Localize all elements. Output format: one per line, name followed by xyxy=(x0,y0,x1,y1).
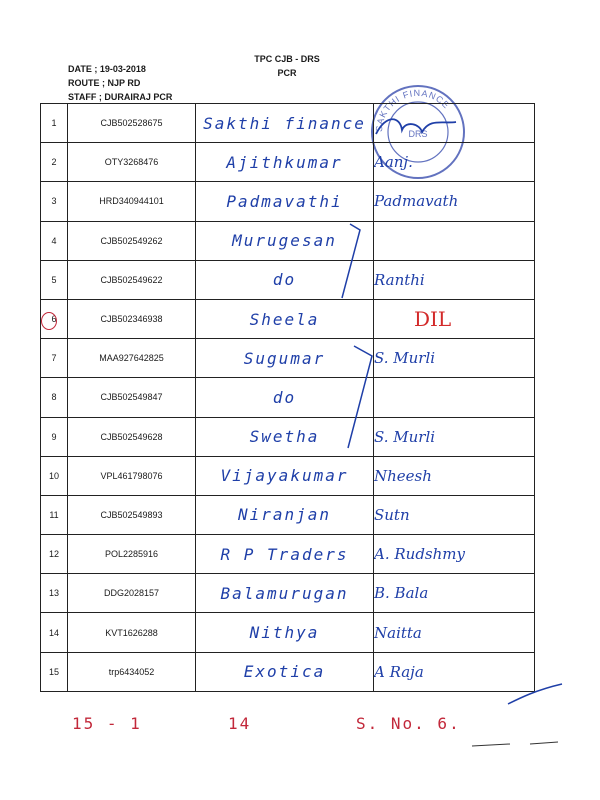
table-row xyxy=(41,299,535,338)
stray-ink-mark xyxy=(506,680,566,710)
table-row xyxy=(41,378,535,417)
footer-delivered: 14 xyxy=(228,714,252,733)
customer-name-cell: do xyxy=(196,260,374,299)
customer-name-cell: Niranjan xyxy=(196,495,374,534)
customer-name-cell: Sugumar xyxy=(196,339,374,378)
account-number-cell: CJB502549262 xyxy=(68,221,196,260)
staff-label: STAFF ; DURAIRAJ PCR xyxy=(68,92,173,102)
serial-number-cell: 11 xyxy=(41,495,68,534)
serial-number-cell: 15 xyxy=(41,652,68,691)
table-row xyxy=(41,613,535,652)
serial-number-cell: 13 xyxy=(41,574,68,613)
customer-name-cell: Sheela xyxy=(196,299,374,338)
customer-name-cell: do xyxy=(196,378,374,417)
account-number-cell: CJB502549628 xyxy=(68,417,196,456)
signature-cell: Padmavath xyxy=(374,182,535,221)
customer-name-cell: R P Traders xyxy=(196,535,374,574)
customer-name-cell: Padmavathi xyxy=(196,182,374,221)
serial-number-cell: 12 xyxy=(41,535,68,574)
serial-number-cell: 8 xyxy=(41,378,68,417)
customer-name-cell: Exotica xyxy=(196,652,374,691)
signature-cell: B. Bala xyxy=(374,574,535,613)
signature-cell: Naitta xyxy=(374,613,535,652)
stray-dash-mark xyxy=(470,736,560,752)
table-row xyxy=(41,417,535,456)
account-number-cell: VPL461798076 xyxy=(68,456,196,495)
title-line-1: TPC CJB - DRS xyxy=(254,54,320,64)
footer-note: S. No. 6. xyxy=(356,714,461,733)
account-number-cell: OTY3268476 xyxy=(68,143,196,182)
serial-number-cell: 2 xyxy=(41,143,68,182)
signature-scribble-row-1 xyxy=(372,110,462,144)
signature-cell: Ranthi xyxy=(374,260,535,299)
account-number-cell: CJB502549622 xyxy=(68,260,196,299)
account-number-cell: CJB502528675 xyxy=(68,104,196,143)
signature-cell: DIL xyxy=(374,299,535,338)
account-number-cell: CJB502346938 xyxy=(68,299,196,338)
account-number-cell: POL2285916 xyxy=(68,535,196,574)
signature-cell: A Raja xyxy=(374,652,535,691)
customer-name-cell: Sakthi finance xyxy=(196,104,374,143)
account-number-cell: CJB502549893 xyxy=(68,495,196,534)
signature-cell: Aanj. xyxy=(374,143,535,182)
customer-name-cell: Nithya xyxy=(196,613,374,652)
account-number-cell: HRD340944101 xyxy=(68,182,196,221)
table-row xyxy=(41,143,535,182)
annotation-circle xyxy=(41,312,57,330)
customer-name-cell: Vijayakumar xyxy=(196,456,374,495)
document-title xyxy=(222,52,352,80)
signature-cell xyxy=(374,221,535,260)
signature-cell xyxy=(374,378,535,417)
customer-name-cell: Murugesan xyxy=(196,221,374,260)
serial-number-cell: 6 xyxy=(41,299,68,338)
serial-number-cell: 4 xyxy=(41,221,68,260)
stamp-text: SAKTHI FINANCE xyxy=(373,87,452,133)
table-row xyxy=(41,182,535,221)
account-number-cell: KVT1626288 xyxy=(68,613,196,652)
table-row xyxy=(41,574,535,613)
signature-cell: Nheesh xyxy=(374,456,535,495)
signature-cell: S. Murli xyxy=(374,417,535,456)
account-number-cell: CJB502549847 xyxy=(68,378,196,417)
serial-number-cell: 14 xyxy=(41,613,68,652)
account-number-cell: DDG2028157 xyxy=(68,574,196,613)
table-row xyxy=(41,456,535,495)
customer-name-cell: Balamurugan xyxy=(196,574,374,613)
serial-number-cell: 3 xyxy=(41,182,68,221)
customer-name-cell: Ajithkumar xyxy=(196,143,374,182)
table-row xyxy=(41,260,535,299)
serial-number-cell: 5 xyxy=(41,260,68,299)
delivery-table xyxy=(40,103,535,692)
table-row xyxy=(41,495,535,534)
signature-cell: Sutn xyxy=(374,495,535,534)
signature-cell: A. Rudshmy xyxy=(374,535,535,574)
route-label: ROUTE ; NJP RD xyxy=(68,78,141,88)
group-bracket-marks xyxy=(330,218,390,458)
signature-cell: S. Murli xyxy=(374,339,535,378)
account-number-cell: MAA927642825 xyxy=(68,339,196,378)
date-label: DATE ; 19-03-2018 xyxy=(68,64,146,74)
serial-number-cell: 9 xyxy=(41,417,68,456)
table-row xyxy=(41,652,535,691)
serial-number-cell: 1 xyxy=(41,104,68,143)
table-row xyxy=(41,535,535,574)
header-info xyxy=(68,62,172,104)
serial-number-cell: 10 xyxy=(41,456,68,495)
stamp-subtext: DRS xyxy=(408,129,428,139)
customer-name-cell: Swetha xyxy=(196,417,374,456)
account-number-cell: trp6434052 xyxy=(68,652,196,691)
title-line-2: PCR xyxy=(277,68,297,78)
table-row xyxy=(41,339,535,378)
table-row xyxy=(41,221,535,260)
serial-number-cell: 7 xyxy=(41,339,68,378)
footer-total: 15 - 1 xyxy=(72,714,142,733)
